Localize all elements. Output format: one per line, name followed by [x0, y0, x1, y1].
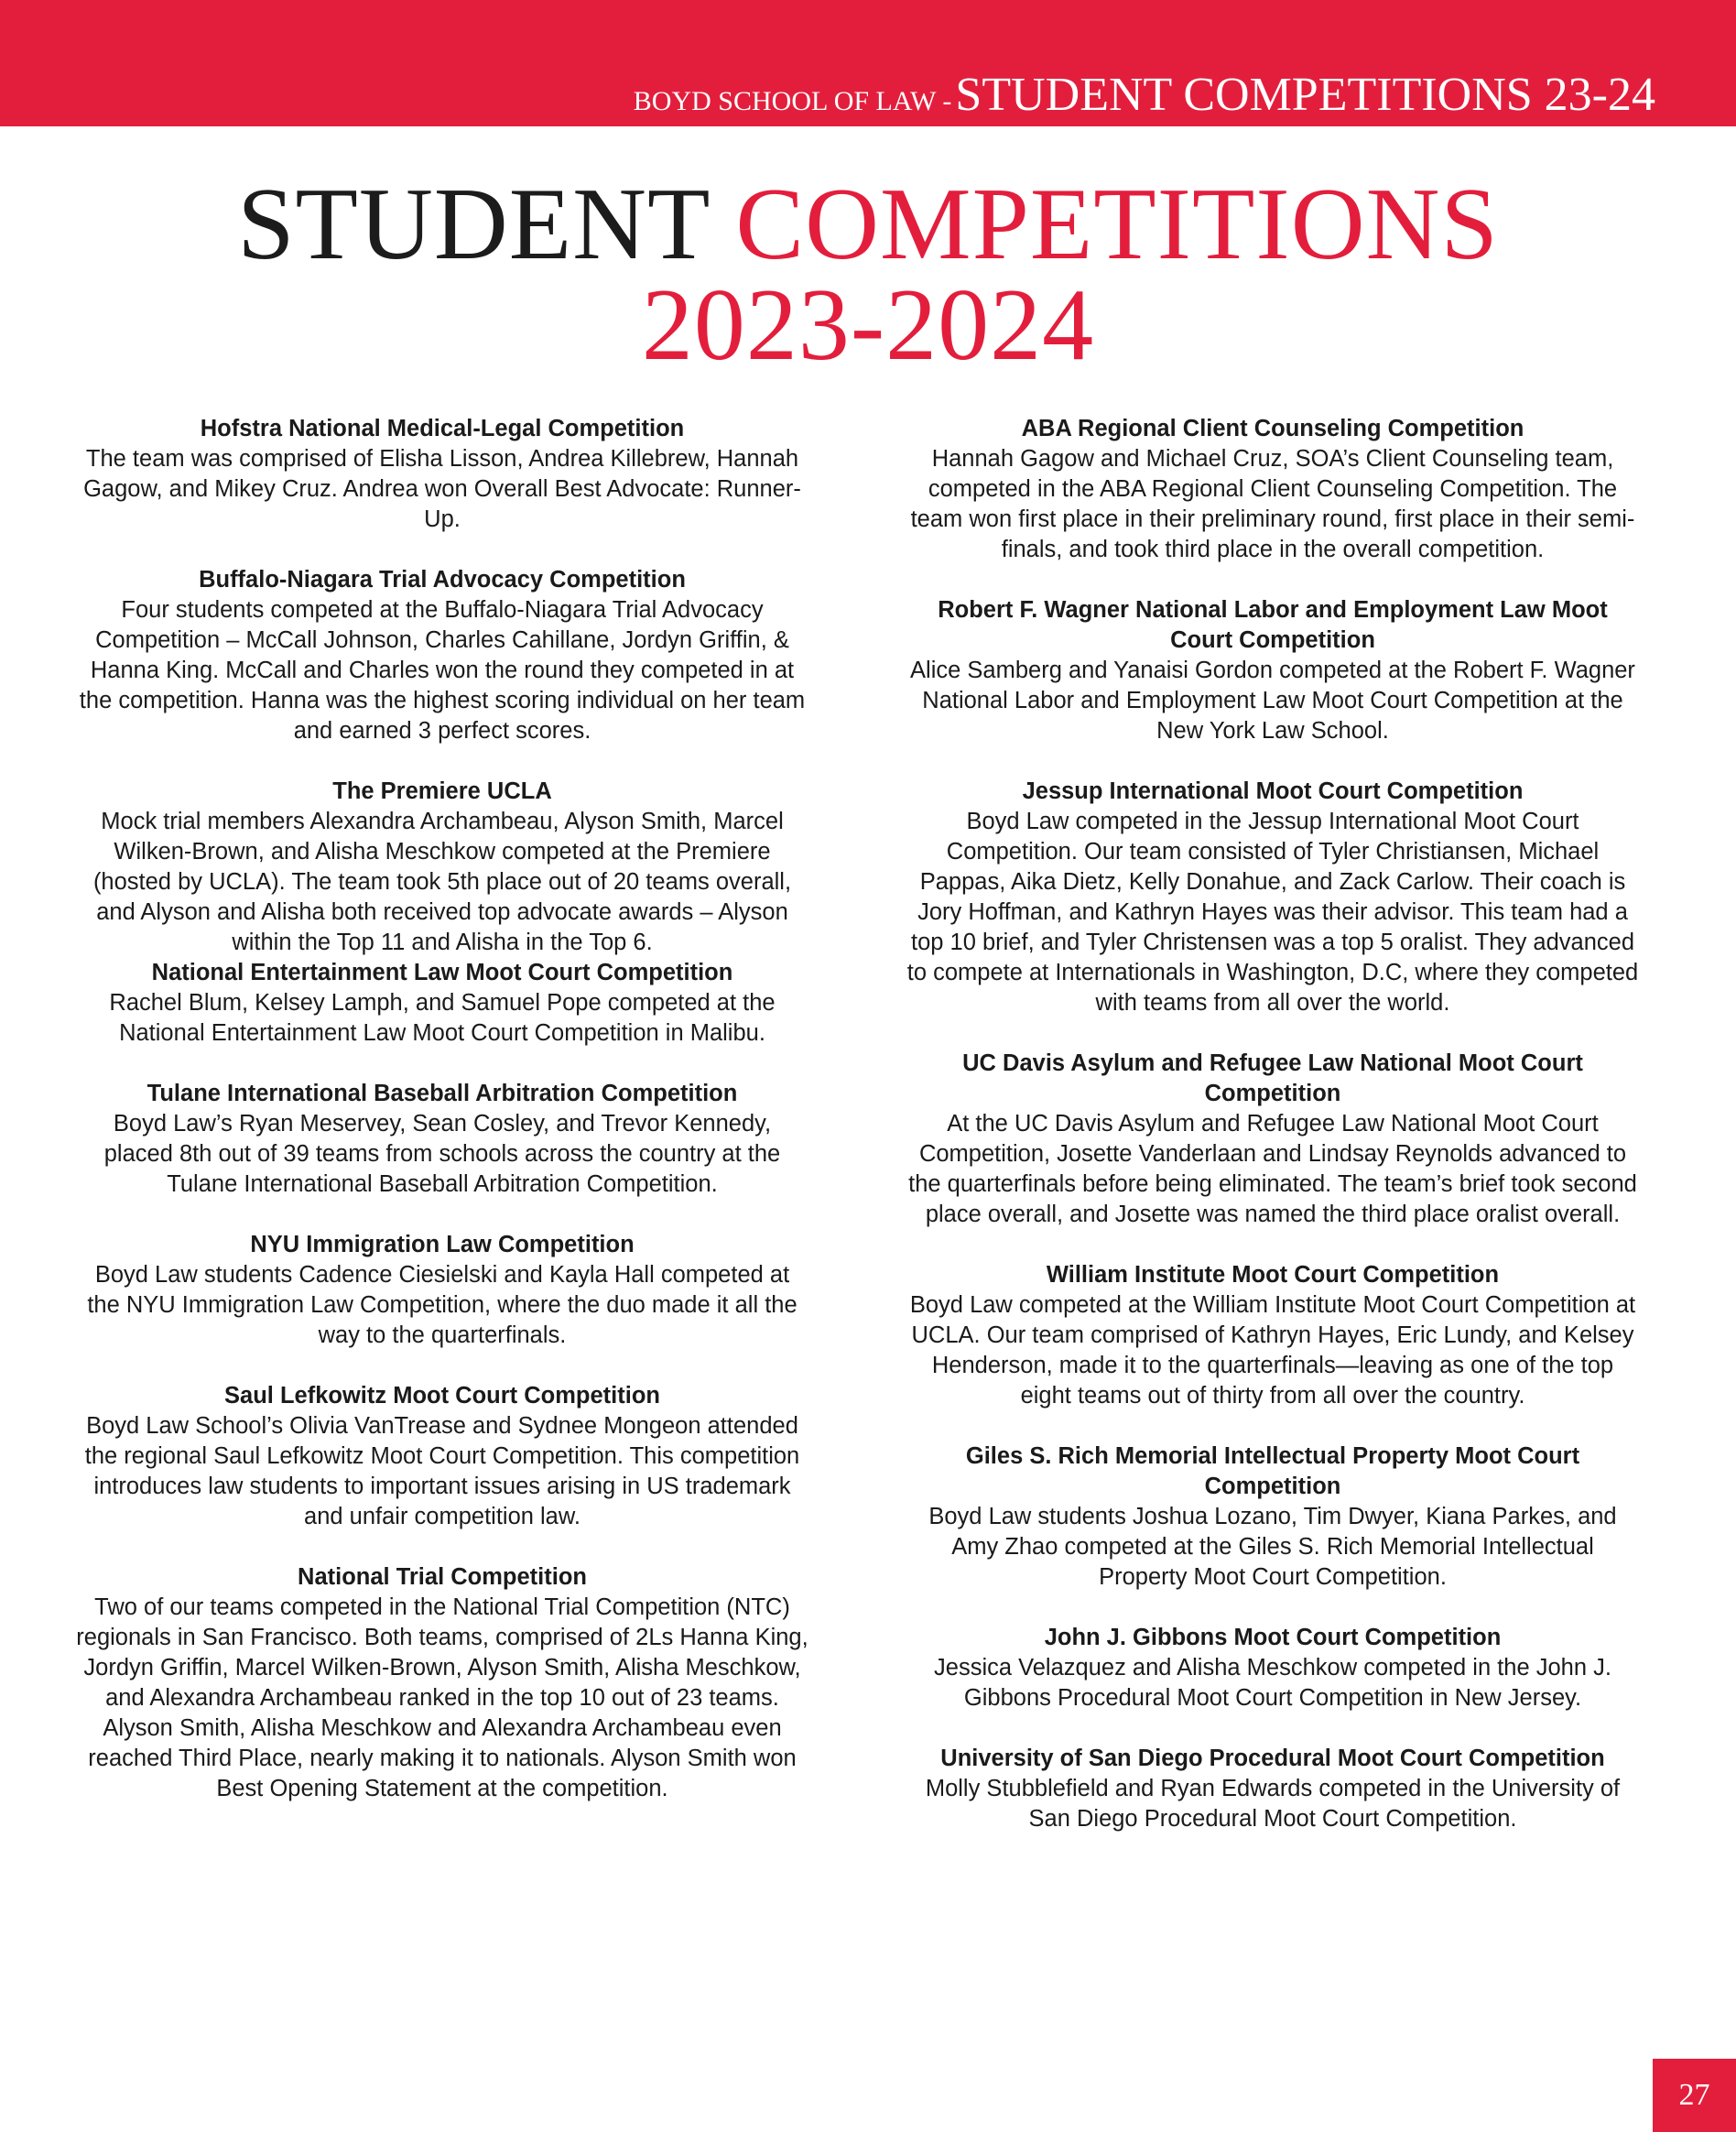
competition-entry: [906, 1260, 1639, 1411]
left-column: [76, 414, 808, 1834]
competition-entry: [76, 414, 808, 535]
competition-entry: [906, 414, 1639, 565]
entry-title: Jessup International Moot Court Competition: [1022, 778, 1524, 804]
entry-title: Tulane International Baseball Arbitration Competition: [146, 1081, 738, 1106]
entry-title: Buffalo-Niagara Trial Advocacy Competition: [199, 567, 686, 593]
entry-body: Boyd Law competed in the Jessup International Moot Court Competition. Our team consisted of Tyler Christiansen, Michael Pappas, Aika Dietz, Kelly Donahue, and Zack Carlow. Their coach is Jory Hoffman, and Kathryn Hayes was their advisor. This team had a top 10 brief, and Tyler Christensen was a top 5 oralist. They advanced to compete at Internationals in Washington, D.C, where they competed with teams from all over the world.: [906, 809, 1639, 1016]
entry-title: UC Davis Asylum and Refugee Law National Moot Court Competition: [962, 1050, 1583, 1106]
entry-body: Molly Stubblefield and Ryan Edwards competed in the University of San Diego Procedural Moot Court Competition.: [925, 1776, 1621, 1832]
header-bar: [0, 0, 1736, 126]
competition-entry: [76, 1079, 808, 1200]
page-number: 27: [1653, 2059, 1736, 2132]
competition-entry: [76, 777, 808, 958]
headline-line-1: [0, 168, 1736, 281]
competition-entry: [906, 1049, 1639, 1230]
entry-body: The team was comprised of Elisha Lisson, Andrea Killebrew, Hannah Gagow, and Mikey Cruz. Andrea won Overall Best Advocate: Runner-Up.: [83, 446, 801, 532]
competition-entry: [76, 958, 808, 1049]
competition-entry: [906, 1441, 1639, 1593]
entry-body: Boyd Law competed at the William Institute Moot Court Competition at UCLA. Our team comprised of Kathryn Hayes, Eric Lundy, and Kelsey Henderson, made it to the quarterfinals—leaving as one of the top eight teams out of thirty from all over the country.: [909, 1292, 1636, 1409]
entry-body: At the UC Davis Asylum and Refugee Law National Moot Court Competition, Josette Vanderlaan and Lindsay Reynolds advanced to the quarterfinals before being eliminated. The team’s brief took second place overall, and Josette was named the third place oralist overall.: [908, 1111, 1637, 1227]
entry-body: Two of our teams competed in the National Trial Competition (NTC) regionals in San Francisco. Both teams, comprised of 2Ls Hanna King, Jordyn Griffin, Marcel Wilken-Brown, Alyson Smith, Alisha Meschkow, and Alexandra Archambeau ranked in the top 10 out of 23 teams. Alyson Smith, Alisha Meschkow and Alexandra Archambeau even reached Third Place, nearly making it to nationals. Alyson Smith won Best Opening Statement at the competition.: [76, 1594, 808, 1801]
entry-title: Giles S. Rich Memorial Intellectual Property Moot Court Competition: [965, 1443, 1580, 1499]
entry-body: Four students competed at the Buffalo-Niagara Trial Advocacy Competition – McCall Johnson, Charles Cahillane, Jordyn Griffin, & Hanna King. McCall and Charles won the round they competed in at the competition. Hanna was the highest scoring individual on her team and earned 3 perfect scores.: [79, 597, 806, 744]
entry-body: Hannah Gagow and Michael Cruz, SOA’s Client Counseling team, competed in the ABA Regional Client Counseling Competition. The team won first place in their preliminary round, first place in their semi-finals, and took third place in the overall competition.: [910, 446, 1635, 562]
competition-entry: [76, 1230, 808, 1351]
entry-body: Boyd Law School’s Olivia VanTrease and Sydnee Mongeon attended the regional Saul Lefkowitz Moot Court Competition. This competition introduces law students to important issues arising in US trademark and unfair competition law.: [84, 1413, 800, 1529]
headline-competitions: COMPETITIONS: [735, 168, 1499, 281]
entry-title: William Institute Moot Court Competition: [1046, 1262, 1500, 1288]
competition-entry: [76, 1562, 808, 1804]
header-title: [634, 68, 1655, 122]
entry-title: The Premiere UCLA: [332, 778, 552, 804]
competition-entry: [906, 777, 1639, 1018]
entry-title: National Trial Competition: [298, 1564, 587, 1590]
entry-title: ABA Regional Client Counseling Competition: [1021, 416, 1524, 441]
entry-body: Boyd Law’s Ryan Meservey, Sean Cosley, and Trevor Kennedy, placed 8th out of 39 teams from schools across the country at the Tulane International Baseball Arbitration Competition.: [103, 1111, 781, 1197]
headline-years: 2023-2024: [641, 268, 1095, 382]
entry-body: Boyd Law students Cadence Ciesielski and Kayla Hall competed at the NYU Immigration Law Competition, where the duo made it all the way to the quarterfinals.: [87, 1262, 797, 1348]
entry-title: Robert F. Wagner National Labor and Employment Law Moot Court Competition: [938, 597, 1608, 653]
competition-entry: [906, 1744, 1639, 1834]
entry-body: Jessica Velazquez and Alisha Meschkow competed in the John J. Gibbons Procedural Moot Court Competition in New Jersey.: [934, 1655, 1611, 1711]
competition-entry: [76, 565, 808, 746]
entry-body: Rachel Blum, Kelsey Lamph, and Samuel Pope competed at the National Entertainment Law Moot Court Competition in Malibu.: [109, 990, 776, 1046]
header-main-title: STUDENT COMPETITIONS 23-24: [955, 69, 1655, 121]
header-prefix: BOYD SCHOOL OF LAW -: [633, 86, 952, 116]
entry-body: Mock trial members Alexandra Archambeau, Alyson Smith, Marcel Wilken-Brown, and Alisha Meschkow competed at the Premiere (hosted by UCLA). The team took 5th place out of 20 teams overall, and Alyson and Alisha both received top advocate awards – Alyson within the Top 11 and Alisha in the Top 6.: [92, 809, 792, 955]
competition-entry: [906, 1623, 1639, 1713]
headline-student: STUDENT: [237, 168, 710, 281]
entry-body: Alice Samberg and Yanaisi Gordon competed at the Robert F. Wagner National Labor and Employment Law Moot Court Competition at the New York Law School.: [910, 658, 1635, 744]
right-column: [906, 414, 1639, 1865]
entry-title: Saul Lefkowitz Moot Court Competition: [224, 1383, 660, 1409]
competition-entry: [76, 1381, 808, 1532]
entry-title: Hofstra National Medical-Legal Competition: [200, 416, 685, 441]
entry-title: National Entertainment Law Moot Court Competition: [151, 960, 733, 985]
competition-entry: [906, 595, 1639, 746]
entry-title: University of San Diego Procedural Moot Court Competition: [940, 1746, 1605, 1771]
entry-title: John J. Gibbons Moot Court Competition: [1044, 1625, 1502, 1650]
entry-title: NYU Immigration Law Competition: [250, 1232, 635, 1257]
page-title: [0, 168, 1736, 382]
entry-body: Boyd Law students Joshua Lozano, Tim Dwyer, Kiana Parkes, and Amy Zhao competed at the Giles S. Rich Memorial Intellectual Property Moot Court Competition.: [928, 1504, 1617, 1590]
